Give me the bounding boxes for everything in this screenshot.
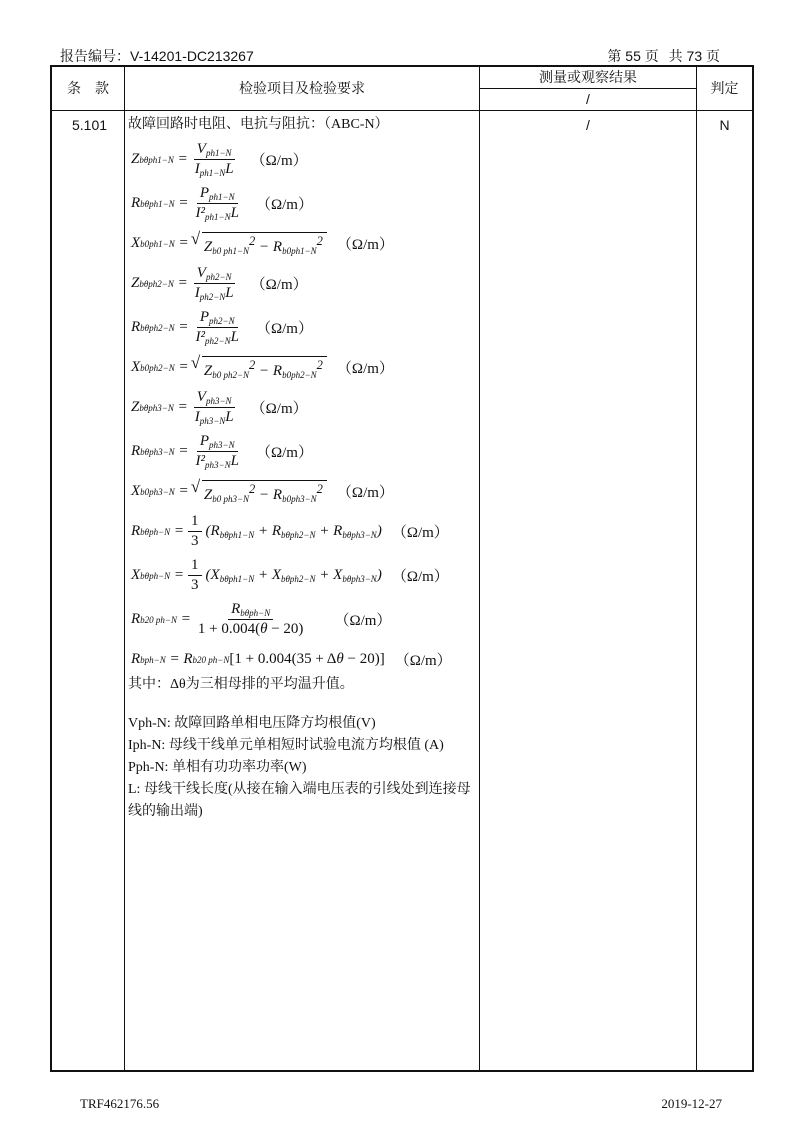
formula-r2: R bθph2−N = $\frac{P_{ph2-N}}{I^2_{ph2-N}L}$ （Ω/m） bbox=[131, 309, 313, 346]
result-value: / bbox=[480, 110, 697, 1071]
formula-x2: X b0ph2−N = √ $Z_{b0 ph2-N}^2 - R_{b0ph2-N}^2$ （Ω/m） bbox=[131, 353, 475, 383]
header-requirement: 检验项目及检验要求 bbox=[125, 66, 480, 110]
form-date: 2019-12-27 bbox=[661, 1096, 722, 1111]
header-verdict: 判定 bbox=[697, 66, 754, 110]
formula-r-average: R bθph−N = $\frac{1}{3}$ $(R_{b\theta ph1-N} + R_{b\theta ph2-N} + R_{b\theta ph3-N})$ （Ω/m） bbox=[131, 513, 449, 549]
clause-number: 5.101 bbox=[51, 110, 125, 1071]
requirement-cell bbox=[125, 110, 480, 1071]
formula-x3: X b0ph3−N = √ $Z_{b0 ph3-N}^2 - R_{b0ph3-N}^2$ （Ω/m） bbox=[131, 477, 475, 507]
legend-item: Pph-N: 单相有功功率功率(W) bbox=[128, 759, 307, 775]
legend-item: Iph-N: 母线干线单元单相短时试验电流方均根值 (A) bbox=[128, 737, 444, 753]
formula-x-average: X bθph−N = $\frac{1}{3}$ $(X_{b\theta ph1-N} + X_{b\theta ph2-N} + X_{b\theta ph3-N})$ （Ω/m） bbox=[131, 557, 449, 593]
formula-z3: Z bθph3−N = $\frac{V_{ph3-N}}{I_{ph3-N}L}$ （Ω/m） bbox=[131, 389, 308, 426]
inspection-table bbox=[50, 65, 754, 1072]
page-total: 共 73 页 bbox=[668, 48, 720, 64]
formula-z1: Z bθph1−N = $\frac{V_{ph1-N}}{I_{ph1-N}L}$ （Ω/m） bbox=[131, 141, 308, 178]
legend-item: Vph-N: 故障回路单相电压降方均根值(V) bbox=[128, 715, 376, 731]
formula-rbph: R bph−N = R b20 ph−N [1 + 0.004(35 + Δθ − 20)] （Ω/m） bbox=[131, 651, 452, 669]
report-number: 报告编号：V-14201-DC213267 bbox=[60, 48, 254, 64]
pagination bbox=[601, 46, 720, 66]
temperature-note: 其中：Δθ为三相母排的平均温升值。 bbox=[128, 676, 354, 692]
header-result-sub: / bbox=[480, 88, 697, 110]
formula-z2: Z bθph2−N = $\frac{V_{ph2-N}}{I_{ph2-N}L}$ （Ω/m） bbox=[131, 265, 308, 302]
requirement-title: 故障回路时电阻、电抗与阻抗：（ABC-N） bbox=[128, 116, 389, 132]
header-result: 测量或观察结果 bbox=[480, 66, 697, 88]
page-number: 第 55 页 bbox=[607, 48, 659, 64]
formula-r1: R bθph1−N = $\frac{P_{ph1-N}}{I^2_{ph1-N}L}$ （Ω/m） bbox=[131, 185, 313, 222]
form-code: TRF462176.56 bbox=[80, 1096, 160, 1111]
legend-item: 线的输出端) bbox=[128, 803, 203, 819]
formula-r20: R b20 ph−N = $\frac{R_{b\theta ph-N}}{1 + 0.004(\theta - 20)}$ （Ω/m） bbox=[131, 601, 392, 637]
symbol-legend bbox=[128, 713, 475, 823]
formula-r3: R bθph3−N = $\frac{P_{ph3-N}}{I^2_{ph3-N}L}$ （Ω/m） bbox=[131, 433, 313, 470]
legend-item: L: 母线干线长度(从接在输入端电压表的引线处到连接母 bbox=[128, 781, 471, 797]
verdict-value: N bbox=[697, 110, 754, 1071]
header-clause: 条 款 bbox=[51, 66, 125, 110]
formula-x1: X b0ph1−N = √ $Z_{b0 ph1-N}^2 - R_{b0ph1-N}^2$ （Ω/m） bbox=[131, 229, 475, 259]
